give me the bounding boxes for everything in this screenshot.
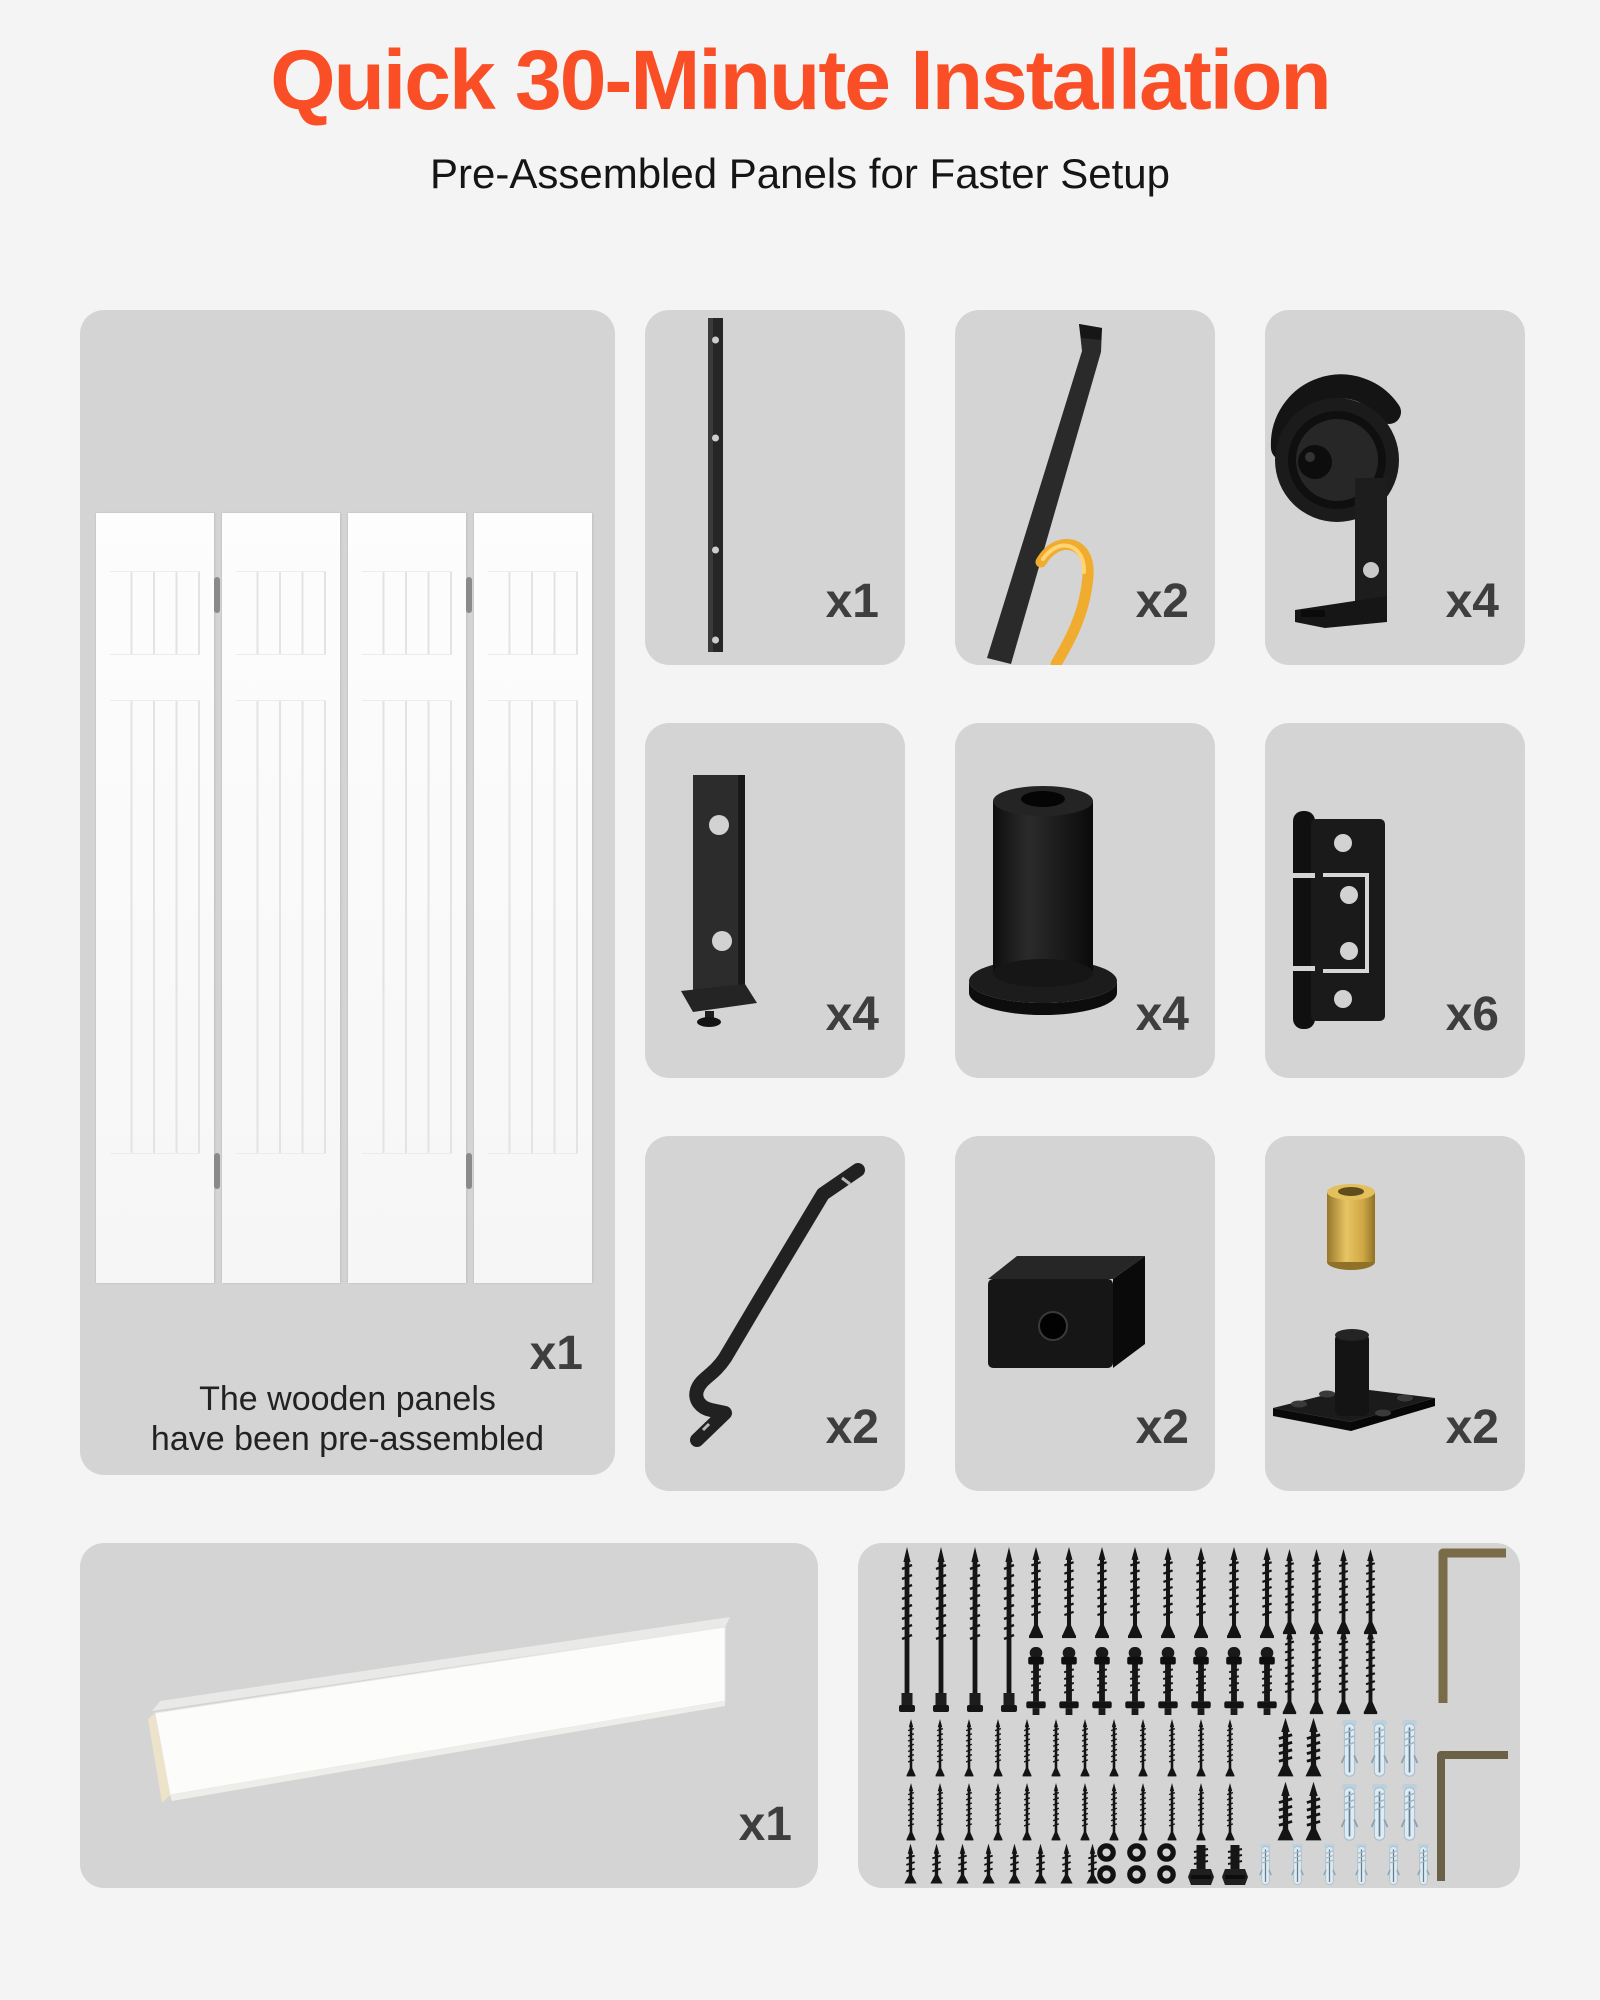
tile-door-roller [1265,310,1525,665]
tile-hinge [1265,723,1525,1078]
tile-support-bar [955,310,1215,665]
panel-caption [80,1379,615,1459]
page-subtitle: Pre-Assembled Panels for Faster Setup [429,150,1170,197]
part-qty-label: x1 [825,575,879,628]
board-qty-label: x1 [738,1798,792,1851]
panel-qty-label: x1 [529,1327,583,1380]
bifold-door-panels-icon [80,513,615,1283]
hinge-slit-icon [466,577,472,613]
tile-floor-guide [1265,1136,1525,1491]
part-qty-label: x6 [1445,988,1499,1041]
medium-screws-top-group [1029,1547,1377,1638]
tile-hardware-kit [858,1543,1520,1888]
part-qty-label: x4 [825,988,879,1041]
carriage-bolts-group [1026,1627,1377,1715]
part-qty-label: x2 [1135,1401,1189,1454]
white-trim-board-icon [80,1543,818,1888]
tile-track-rail [645,310,905,665]
tile-stopper [955,1136,1215,1491]
tile-trim-board [80,1543,818,1888]
tile-z-bracket [645,1136,905,1491]
page-title: Quick 30-Minute Installation [270,33,1330,127]
allen-wrench-small-icon [1441,1755,1508,1881]
small-screws-row2-group [907,1782,1418,1841]
part-qty-label: x4 [1135,988,1189,1041]
tile-spacer [955,723,1215,1078]
part-qty-label: x2 [1445,1401,1499,1454]
tile-preassembled-panels [80,310,615,1475]
hinge-slit-icon [466,1153,472,1189]
small-screws-row1-group [907,1718,1418,1777]
panel-caption-line2: have been pre-assembled [150,1419,545,1458]
part-qty-label: x4 [1445,575,1499,628]
part-qty-label: x2 [825,1401,879,1454]
panel-caption-line1: The wooden panels [199,1379,496,1418]
hinge-slit-icon [214,577,220,613]
lag-screws-group [899,1547,1017,1712]
bottom-row-group [904,1844,1429,1885]
part-qty-label: x2 [1135,575,1189,628]
hinge-slit-icon [214,1153,220,1189]
screw-hardware-kit-icon [858,1543,1520,1888]
allen-wrench-large-icon [1443,1553,1506,1703]
tile-wall-bracket [645,723,905,1078]
